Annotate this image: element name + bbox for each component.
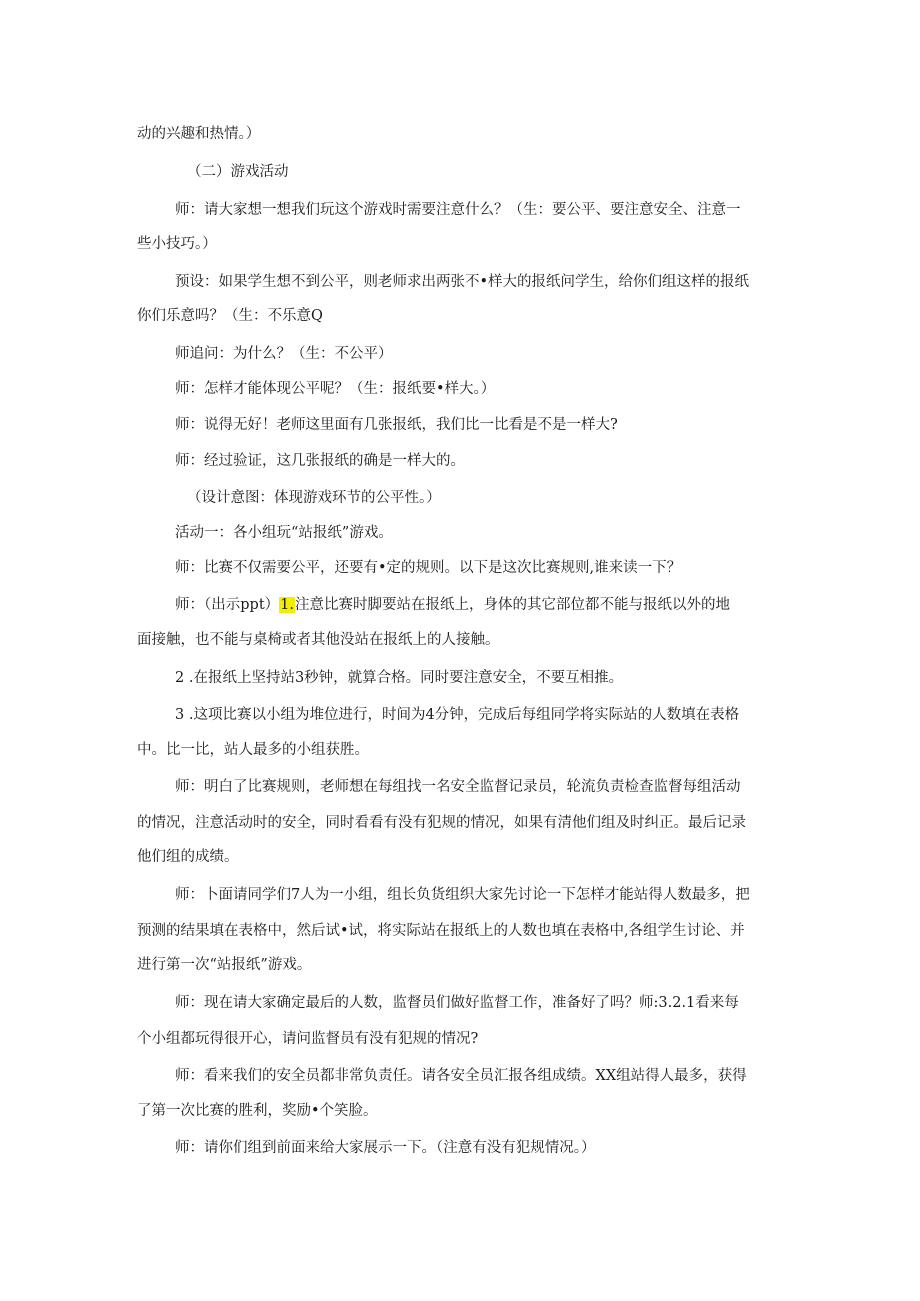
text-line: 师：看来我们的安全员都非常负责任。请各安全员汇报各组成绩。XX组站得人最多，获得 — [175, 1068, 747, 1084]
paragraph — [175, 408, 825, 442]
paragraph-continued — [137, 914, 787, 982]
paragraph — [175, 444, 825, 478]
paragraph — [175, 193, 825, 227]
text-line: 些小技巧。） — [137, 236, 217, 252]
design-note — [187, 481, 837, 515]
text-line: 你们乐意吗？（生：不乐意Q — [137, 308, 323, 324]
text-line: 师：现在请大家确定最后的人数，监督员们做好监督工作，准备好了吗？师:3.2.1看来每 — [175, 995, 739, 1011]
text-line: 个小组都玩得很开心，请问监督员有没有犯规的情况? — [137, 1031, 479, 1047]
paragraph — [175, 551, 825, 585]
text-line: 他们组的成绩。 — [137, 849, 239, 865]
section-heading — [187, 155, 837, 189]
text-line: 预测的结果填在表格中，然后试•试，将实际站在报纸上的人数也填在表格中,各组学生讨论、并 — [137, 923, 745, 939]
text-segment: 师：（出示ppt） — [175, 597, 280, 613]
text-line: 师：比赛不仅需要公平，还要有•定的规则。以下是这次比赛规则,谁来读一下？ — [175, 560, 682, 576]
paragraph-continued — [137, 806, 787, 874]
text-line: 师：请你们组到前面来给大家展示一下。（注意有没有犯规情况。） — [175, 1140, 596, 1156]
rule-3 — [175, 698, 825, 732]
text-line: 中。比一比，站人最多的小组获胜。 — [137, 742, 369, 758]
text-line: 动的兴趣和热情。） — [137, 126, 261, 142]
text-line: 的情况，注意活动时的安全，同时看看有没有犯规的情况，如果有清他们组及时纠正。最后记录 — [137, 815, 746, 831]
rule-1 — [175, 588, 825, 622]
paragraph-continued — [137, 1022, 787, 1056]
text-line: 活动一：各小组玩“站报纸”游戏。 — [175, 525, 393, 541]
text-line: 师：说得无好！老师这里面有几张报纸，我们比一比看是不是一样大? — [175, 417, 618, 433]
text-line: 师：经过验证，这几张报纸的确是一样大的。 — [175, 453, 465, 469]
paragraph — [175, 372, 825, 406]
text-line: 师追问：为什么？（生：不公平） — [175, 346, 393, 362]
text-line — [175, 588, 825, 622]
text-segment: 注意比赛时脚要站在报纸上，身体的其它部位都不能与报纸以外的地 — [294, 597, 730, 613]
text-line: 面接触，也不能与桌椅或者其他没站在报纸上的人接触。 — [137, 632, 500, 648]
text-line: 预设：如果学生想不到公平，则老师求出两张不•样大的报纸问学生，给你们组这样的报纸 — [175, 274, 750, 290]
paragraph — [175, 1131, 825, 1165]
rule-2 — [175, 661, 825, 695]
paragraph-intro-end — [137, 117, 787, 151]
paragraph — [175, 265, 825, 299]
text-line: 3 .这项比赛以小组为堆位进行，时间为4分钟，完成后每组同学将实际站的人数填在表格 — [175, 707, 740, 723]
text-line: 师：明白了比赛规则，老师想在每组找一名安全监督记录员，轮流负责检查监督每组活动 — [175, 779, 741, 795]
paragraph — [175, 986, 825, 1020]
text-line: 师：怎样才能体现公平呢？（生：报纸要•样大。） — [175, 381, 496, 397]
text-line: 了第一次比赛的胜利，奖励•个笑脸。 — [137, 1103, 378, 1119]
text-line: （设计意图：体现游戏环节的公平性。） — [187, 490, 441, 506]
text-line: 师：卜面请同学们7人为一小组，组长负货组织大家先讨论一下怎样才能站得人数最多，把 — [175, 887, 750, 903]
paragraph — [175, 1059, 825, 1093]
rule-1-continued — [137, 623, 787, 657]
highlighted-text: 1. — [280, 597, 294, 613]
paragraph — [175, 337, 825, 371]
paragraph — [175, 770, 825, 804]
paragraph — [175, 516, 825, 550]
text-line: 2 .在报纸上坚持站3秒钟，就算合格。同时要注意安全，不要互相推。 — [175, 670, 624, 686]
rule-3-continued — [137, 733, 787, 767]
text-line: 进行第一次“站报纸”游戏。 — [137, 957, 312, 973]
text-line: 师：请大家想一想我们玩这个游戏时需要注意什么？（生：要公平、要注意安全、注意一 — [175, 202, 741, 218]
paragraph-continued — [137, 299, 787, 333]
text-line: （二）游戏活动 — [187, 164, 289, 180]
paragraph-continued — [137, 1094, 787, 1128]
paragraph-continued — [137, 227, 787, 261]
paragraph — [175, 878, 825, 912]
